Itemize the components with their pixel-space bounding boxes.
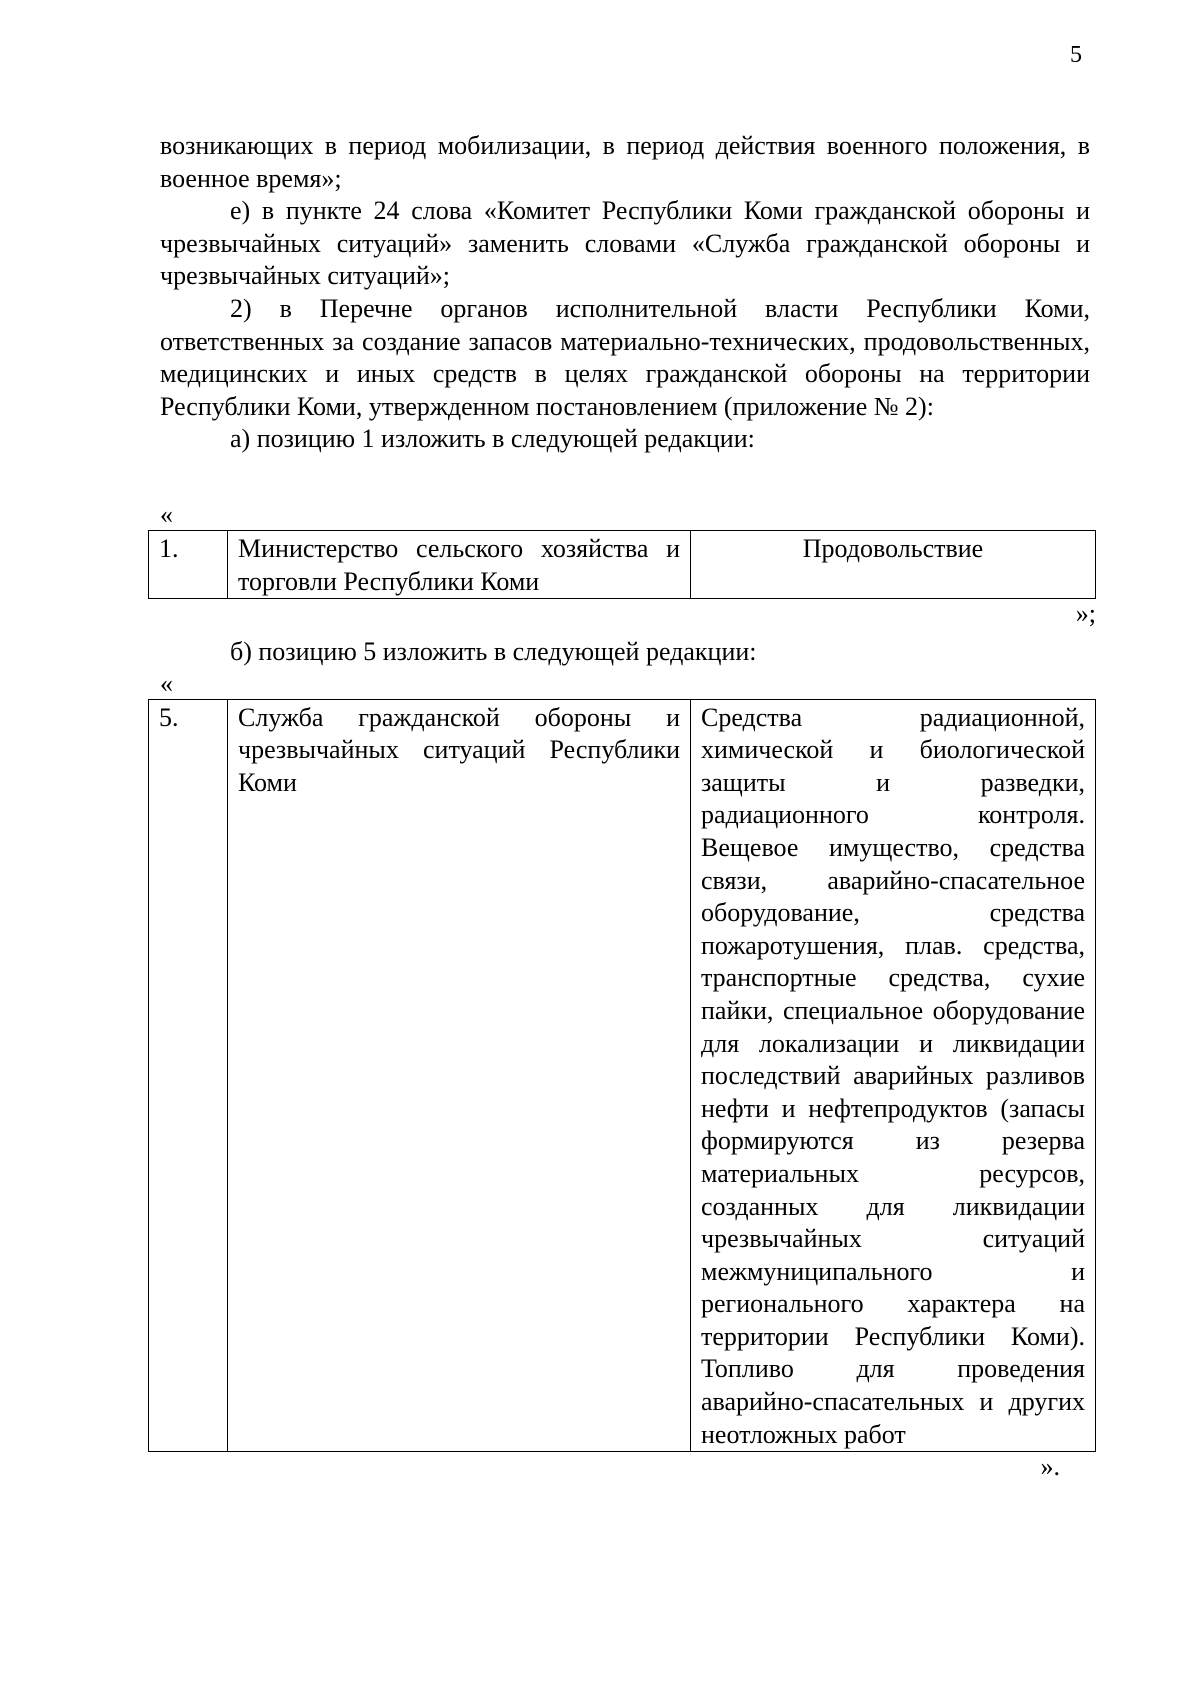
opening-quote: « (160, 668, 173, 698)
cell-resource: Продовольствие (691, 531, 1096, 599)
paragraph-item-e: е) в пункте 24 слова «Комитет Республики Коми гражданской обороны и чрезвычайных ситуаций» заменить словами «Служба гражданской обороны и чрезвычайных ситуаций»; (160, 196, 1090, 291)
paragraph-item-a: а) позицию 1 изложить в следующей редакции: (230, 424, 755, 454)
paragraph-mobilization: возникающих в период мобилизации, в период действия военного положения, в военное время»; (160, 131, 1090, 193)
paragraph-item-b: б) позицию 5 изложить в следующей редакции: (230, 637, 757, 666)
cell-number: 5. (149, 699, 228, 1452)
cell-organization: Министерство сельского хозяйства и торговли Республики Коми (228, 531, 691, 599)
table-position-1 (148, 530, 1096, 599)
page-number: 5 (1070, 42, 1082, 68)
cell-organization: Служба гражданской обороны и чрезвычайных ситуаций Республики Коми (228, 699, 691, 1452)
document-body (160, 130, 1090, 456)
closing-quote: »; (1075, 599, 1096, 629)
cell-number: 1. (149, 531, 228, 599)
closing-quote: ». (1040, 1452, 1060, 1482)
table-row (149, 531, 1096, 599)
table-block-2 (160, 636, 1090, 1482)
paragraph-item-2: 2) в Перечне органов исполнительной власти Республики Коми, ответственных за создание запасов материально-технических, продовольственных, медицинских и иных средств в целях гражданской обороны на территории Республики Коми, утвержденном постановлением (приложение № 2): (160, 293, 1090, 421)
opening-quote: « (160, 500, 173, 529)
table-row (149, 699, 1096, 1452)
table-block-1 (159, 500, 1096, 629)
cell-resource: Средства радиационной, химической и биологической защиты и разведки, радиационного контроля. Вещевое имущество, средства связи, аварийно-спасательное оборудование, средства пожаротушения, плав. средства, транспортные средства, сухие пайки, специальное оборудование для локализации и ликвидации последствий аварийных разливов нефти и нефтепродуктов (запасы формируются из резерва материальных ресурсов, созданных для ликвидации чрезвычайных ситуаций межмуниципального и регионального характера на территории Республики Коми). Топливо для проведения аварийно-спасательных и других неотложных работ (691, 699, 1096, 1452)
table-position-5 (148, 699, 1096, 1453)
